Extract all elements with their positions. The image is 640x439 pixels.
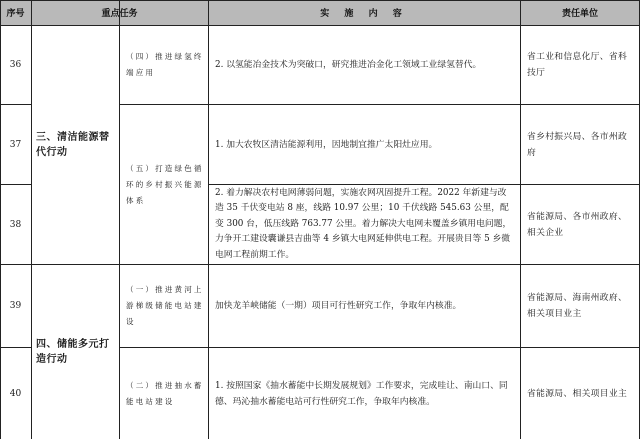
row-38-unit: 省能源局、各市州政府、相关企业 (527, 211, 628, 238)
row-38-seq: 38 (9, 219, 22, 230)
header-seq: 序号 (6, 9, 25, 19)
task-group-energy-storage: 四、储能多元打造行动 (36, 339, 110, 365)
row-40-content: 1. 按照国家《抽水蓄能中长期发展规划》工作要求，完成哇让、南山口、同德、玛沁抽水蓄能电站可行性研究工作，争取年内核准。 (215, 380, 508, 407)
row-40-unit: 省能源局、相关项目业主 (527, 388, 628, 399)
row-36-unit: 省工业和信息化厅、省科技厅 (527, 52, 628, 78)
header-unit: 责任单位 (561, 9, 598, 19)
header-task: 重点任务 (101, 9, 138, 19)
row-39-unit: 省能源局、海南州政府、相关项目业主 (527, 293, 628, 319)
row-37-seq: 37 (9, 139, 22, 150)
row-36-content: 2. 以氢能冶金技术为突破口，研究推进冶金化工领域工业绿氢替代。 (215, 60, 482, 70)
merged-subtask-rural: （五）打造绿色循环的乡村振兴能源体系 (126, 163, 204, 205)
row-36-seq: 36 (9, 60, 22, 70)
row-40-seq: 40 (9, 388, 22, 399)
row-39-content: 加快龙羊峡储能（一期）项目可行性研究工作，争取年内核准。 (215, 301, 462, 311)
row-37-unit: 省乡村振兴局、各市州政府 (527, 131, 628, 158)
row-40-subtask: （二）推进抽水蓄能电站建设 (126, 380, 204, 406)
row-37-content: 1. 加大农牧区清洁能源利用，因地制宜推广太阳灶应用。 (215, 139, 438, 150)
row-39-subtask: （一）推进黄河上游梯级储能电站建设 (126, 285, 204, 326)
task-group-clean-energy: 三、清洁能源替代行动 (36, 132, 110, 158)
row-36-subtask: （四）推进绿氢终端应用 (126, 52, 204, 77)
header-content: 实 施 内 容 (320, 9, 408, 19)
row-39-seq: 39 (9, 301, 22, 311)
row-38-content: 2. 着力解决农村电网薄弱问题，实施农网巩固提升工程。2022 年新建与改造 35 千伏变电站 8 座，线路 10.97 公里；10 千伏线路 545.63 公里，配变 300 台，低压线路 763.77 公里。着力解决大电网未覆盖乡镇用电问题，力争开工建设囊谦县吉曲等 4 乡镇大电网延伸供电工程。开展贵目等 5 乡微电网工程前期工作。 (215, 187, 512, 260)
